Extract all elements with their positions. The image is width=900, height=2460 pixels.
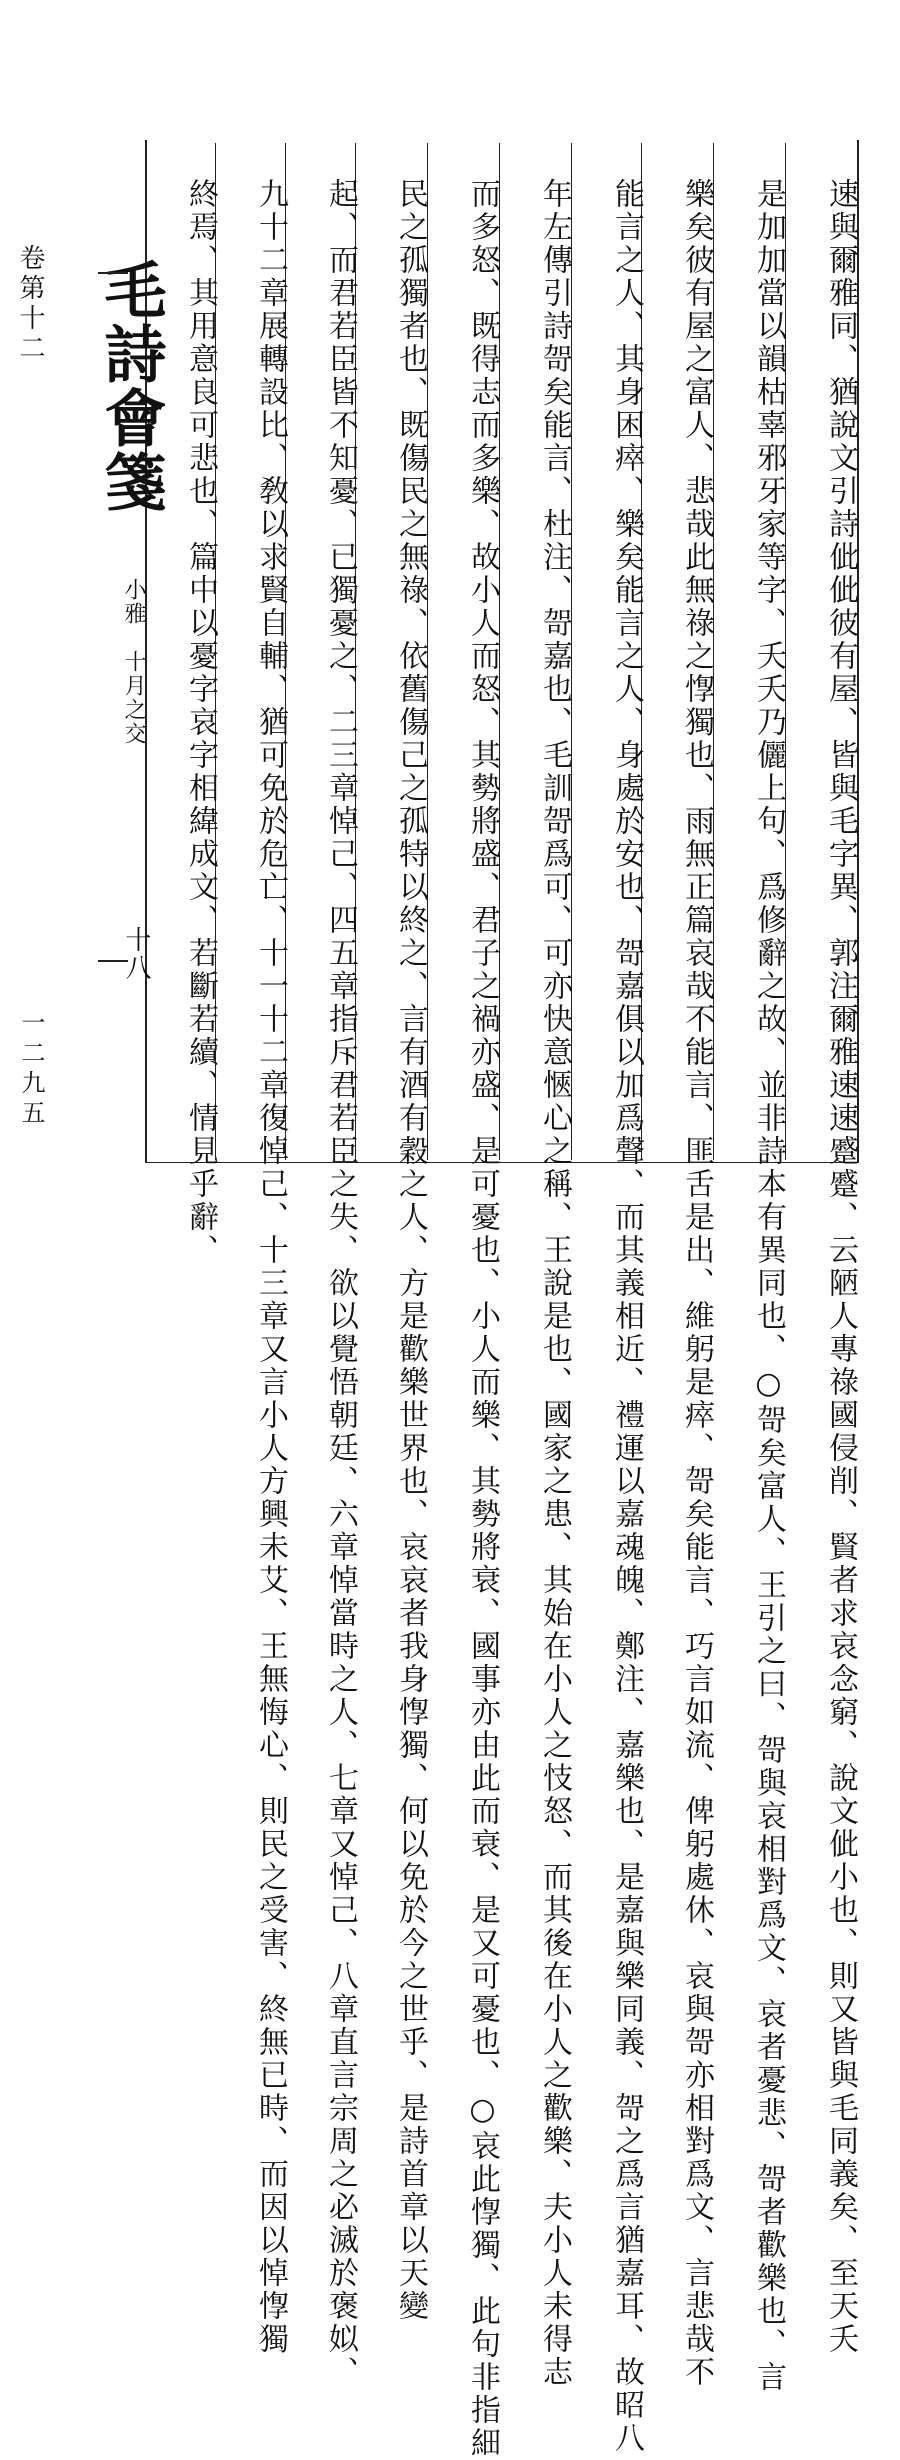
text-column-6 [429, 178, 500, 2460]
text-line: 相近、禮運以嘉魂魄、鄭注、嘉樂也、是嘉與樂同義、哿之爲言猶嘉耳、故昭八 [609, 1300, 644, 2455]
text-line: 九十二章展轉設比、敎以求賢自輔、猶可免於危亡、十一十二章復悼己、十 [253, 178, 288, 1267]
text-line: 起、而君若臣皆不知憂、已獨憂之、二三章悼己、四五章指斥君若臣之失、欲 [323, 178, 358, 1300]
text-line: 終焉、其用意良可悲也、篇中以憂字 [183, 178, 218, 706]
text-column-9 [217, 178, 288, 2356]
text-line: 能言之人、其身困瘁、樂矣能言之人、身處於安也、哿嘉俱以加爲聲、而其義 [609, 178, 644, 1300]
text-line: 是加加當以韻枯辜邪牙家等字、夭夭乃儷上句、爲修辭之故、並非詩本有 [751, 178, 786, 1234]
text-line: 陋人專祿國侵削、賢者求哀念窮、說文佌小也、則又皆與毛同義矣、至天夭 [823, 1267, 858, 2356]
text-line: 三章又言小人方興未艾、王無悔心、則民之受害、終無已時、而因以悼惸獨 [253, 1267, 288, 2356]
text-line: 年左傳引詩哿矣能言、杜注、哿嘉也、毛訓哿爲可、可亦快意愜心之稱、王說 [537, 178, 572, 1300]
banxin-rule [98, 960, 128, 962]
juan-label: 卷第十二 [15, 244, 45, 364]
page-number: 一二九五 [17, 1010, 45, 1130]
text-column-3 [643, 178, 714, 2389]
book-title: 毛詩會箋 [94, 258, 167, 514]
text-line: 人而樂、其勢將衰、國事亦由此而衰、是又可憂也、○哀此惸獨、此句非指細 [465, 1333, 500, 2460]
text-line: 是也、國家之患、其始在小人之忮怒、而其後在小人之歡樂、夫小人未得志 [537, 1300, 572, 2389]
text-column-10 [147, 178, 218, 1267]
text-line: 哀字相緯成文、若斷若續、情見乎辭、 [183, 706, 218, 1267]
folio-number: 十八 [121, 926, 151, 982]
text-line: 樂矣彼有屋之富人、悲哉此無祿之惸獨也、雨無正篇哀哉不能言、匪舌是 [679, 178, 714, 1234]
text-line: 而多怒、既得志而多樂、故小人而怒、其勢將盛、君子之禍亦盛、是可憂也、小 [465, 178, 500, 1333]
banxin-rule [98, 272, 128, 274]
text-line: 方是歡樂世界也、哀哀者我身惸獨、何以免於今之世乎、是詩首章以天變 [393, 1267, 428, 2323]
text-line: 以覺悟朝廷、六章悼當時之人、七章又悼己、八章直言宗周之必滅於褒姒、 [323, 1300, 358, 2389]
section-label: 小雅 十月之交 [121, 578, 146, 746]
text-line: 異同也、○哿矣富人、王引之曰、哿與哀相對爲文、哀者憂悲、哿者歡樂也、言 [751, 1234, 786, 2394]
text-column-7 [357, 178, 428, 2323]
text-column-1 [787, 178, 858, 2356]
text-column-2 [715, 178, 786, 2394]
text-column-8 [287, 178, 358, 2389]
text-column-4 [573, 178, 644, 2455]
text-line: 出、維躬是瘁、哿矣能言、巧言如流、俾躬處休、哀與哿亦相對爲文、言悲哉不 [679, 1234, 714, 2389]
text-line: 速與爾雅同、猶說文引詩佌佌彼有屋、皆與毛字異、郭注爾雅速速蹙蹙、云 [823, 178, 858, 1267]
text-line: 民之孤獨者也、既傷民之無祿、依舊傷己之孤特以終之、言有酒有穀之人、 [393, 178, 428, 1267]
text-column-5 [501, 178, 572, 2389]
